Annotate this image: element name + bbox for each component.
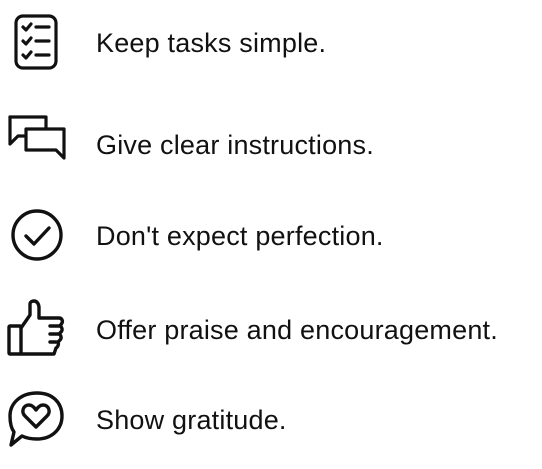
tip-text: Keep tasks simple.	[96, 28, 327, 58]
chat-bubbles-icon	[6, 114, 66, 174]
tip-item	[0, 389, 542, 469]
tip-text: Give clear instructions.	[96, 130, 374, 160]
tip-text: Show gratitude.	[96, 405, 287, 435]
check-circle-icon	[6, 205, 66, 265]
thumbs-up-icon	[6, 299, 66, 359]
tip-item	[0, 114, 542, 194]
tip-item	[0, 12, 542, 92]
tip-item	[0, 299, 542, 379]
tip-text: Offer praise and encouragement.	[96, 315, 498, 345]
tip-text: Don't expect perfection.	[96, 221, 384, 251]
checklist-icon	[6, 12, 66, 72]
heart-speech-bubble-icon	[6, 389, 66, 449]
tip-item	[0, 205, 542, 285]
